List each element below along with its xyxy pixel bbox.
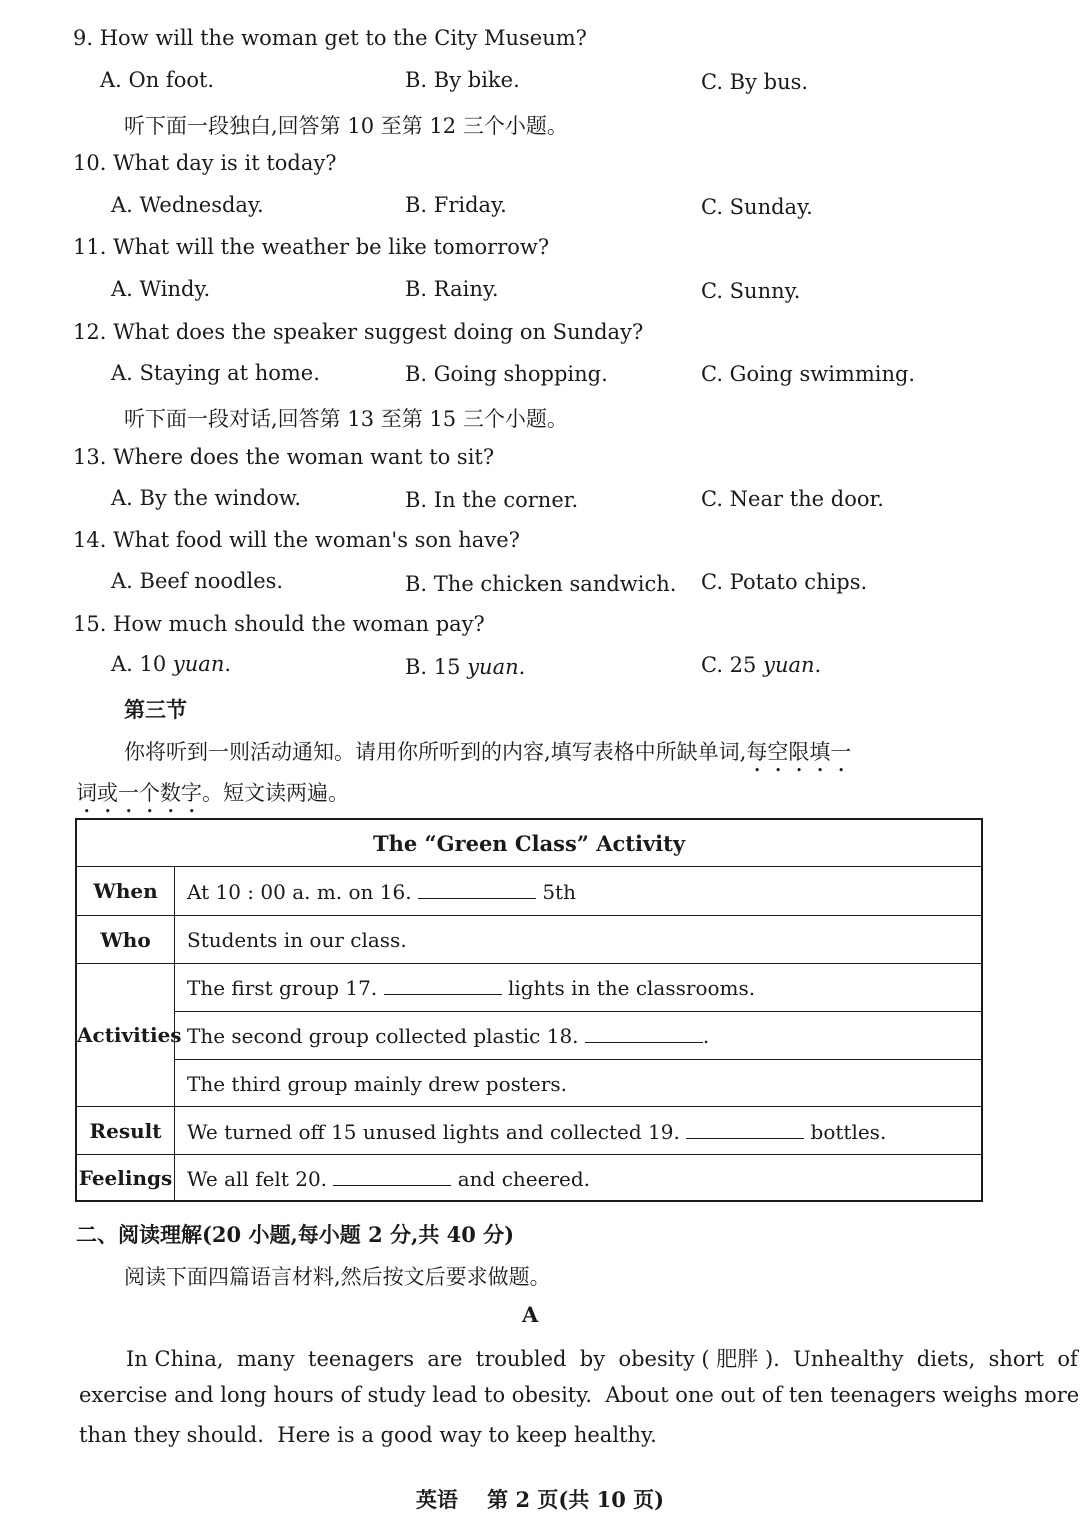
part-2-instruction: 阅读下面四篇语言材料,然后按文后要求做题。 <box>124 1265 551 1289</box>
question-15-option-b: B. 15 yuan. <box>405 655 526 679</box>
section-3-instruction-line-1: 你将听到一则活动通知。请用你所听到的内容,填写表格中所缺单词,每空限填一 <box>124 740 852 764</box>
question-14-option-b: B. The chicken sandwich. <box>405 572 677 596</box>
question-12-option-b: B. Going shopping. <box>405 362 608 386</box>
question-12-stem: 12. What does the speaker suggest doing on Sunday? <box>73 320 644 344</box>
question-10-option-a: A. Wednesday. <box>111 193 264 217</box>
question-11-option-a: A. Windy. <box>111 277 211 301</box>
blank-20[interactable] <box>333 1167 451 1186</box>
table-title: The “Green Class” Activity <box>372 831 686 856</box>
question-15-option-a: A. 10 yuan. <box>111 652 232 676</box>
when-label: When <box>93 879 158 903</box>
question-14-option-a: A. Beef noodles. <box>111 569 284 593</box>
question-13-option-b: B. In the corner. <box>405 488 579 512</box>
blank-18[interactable] <box>585 1024 703 1043</box>
question-14-option-c: C. Potato chips. <box>701 570 868 594</box>
question-10-option-c: C. Sunday. <box>701 195 813 219</box>
feelings-text: We all felt 20. and cheered. <box>187 1167 591 1191</box>
question-12-option-c: C. Going swimming. <box>701 362 916 386</box>
part-2-heading: 二、阅读理解(20 小题,每小题 2 分,共 40 分) <box>76 1222 515 1247</box>
question-9-option-c: C. By bus. <box>701 70 809 94</box>
section-3-title: 第三节 <box>124 697 187 722</box>
feelings-label: Feelings <box>78 1166 173 1190</box>
question-11-option-c: C. Sunny. <box>701 279 801 303</box>
question-11-stem: 11. What will the weather be like tomorrow? <box>73 235 550 259</box>
when-text: At 10 : 00 a. m. on 16. 5th <box>187 880 576 904</box>
who-text: Students in our class. <box>187 928 407 952</box>
activity-row-1: The first group 17. lights in the classrooms. <box>187 976 756 1000</box>
blank-19[interactable] <box>686 1120 804 1139</box>
blank-16[interactable] <box>418 880 536 899</box>
page-footer: 英语 第 2 页(共 10 页) <box>415 1487 665 1512</box>
passage-line-3: than they should. Here is a good way to keep healthy. <box>79 1423 657 1447</box>
question-13-option-a: A. By the window. <box>111 486 302 510</box>
question-13-stem: 13. Where does the woman want to sit? <box>73 445 495 469</box>
activity-row-3: The third group mainly drew posters. <box>187 1072 567 1096</box>
question-9-stem: 9. How will the woman get to the City Museum? <box>73 26 587 50</box>
passage-line-1: In China, many teenagers are troubled by obesity ( 肥胖 ). Unhealthy diets, short of <box>126 1347 1078 1371</box>
question-15-stem: 15. How much should the woman pay? <box>73 612 485 636</box>
result-label: Result <box>89 1119 162 1143</box>
instruction-10-12: 听下面一段独白,回答第 10 至第 12 三个小题。 <box>124 114 568 138</box>
question-11-option-b: B. Rainy. <box>405 277 499 301</box>
question-10-option-b: B. Friday. <box>405 193 507 217</box>
question-14-stem: 14. What food will the woman's son have? <box>73 528 520 552</box>
result-text: We turned off 15 unused lights and collected 19. bottles. <box>187 1120 887 1144</box>
question-9-option-a: A. On foot. <box>100 68 215 92</box>
question-15-option-c: C. 25 yuan. <box>701 653 822 677</box>
question-10-stem: 10. What day is it today? <box>73 151 337 175</box>
blank-17[interactable] <box>384 976 502 995</box>
instruction-13-15: 听下面一段对话,回答第 13 至第 15 三个小题。 <box>124 407 568 431</box>
activity-table <box>75 818 983 1202</box>
passage-letter: A <box>522 1302 539 1327</box>
question-13-option-c: C. Near the door. <box>701 487 884 511</box>
question-12-option-a: A. Staying at home. <box>111 361 320 385</box>
activity-row-2: The second group collected plastic 18. . <box>187 1024 710 1048</box>
activities-label: Activities <box>77 1023 182 1047</box>
passage-line-2: exercise and long hours of study lead to obesity. About one out of ten teenagers weighs more <box>79 1383 1080 1407</box>
section-3-instruction-line-2: 词或一个数字。短文读两遍。 <box>76 781 349 805</box>
question-9-option-b: B. By bike. <box>405 68 520 92</box>
who-label: Who <box>100 928 151 952</box>
